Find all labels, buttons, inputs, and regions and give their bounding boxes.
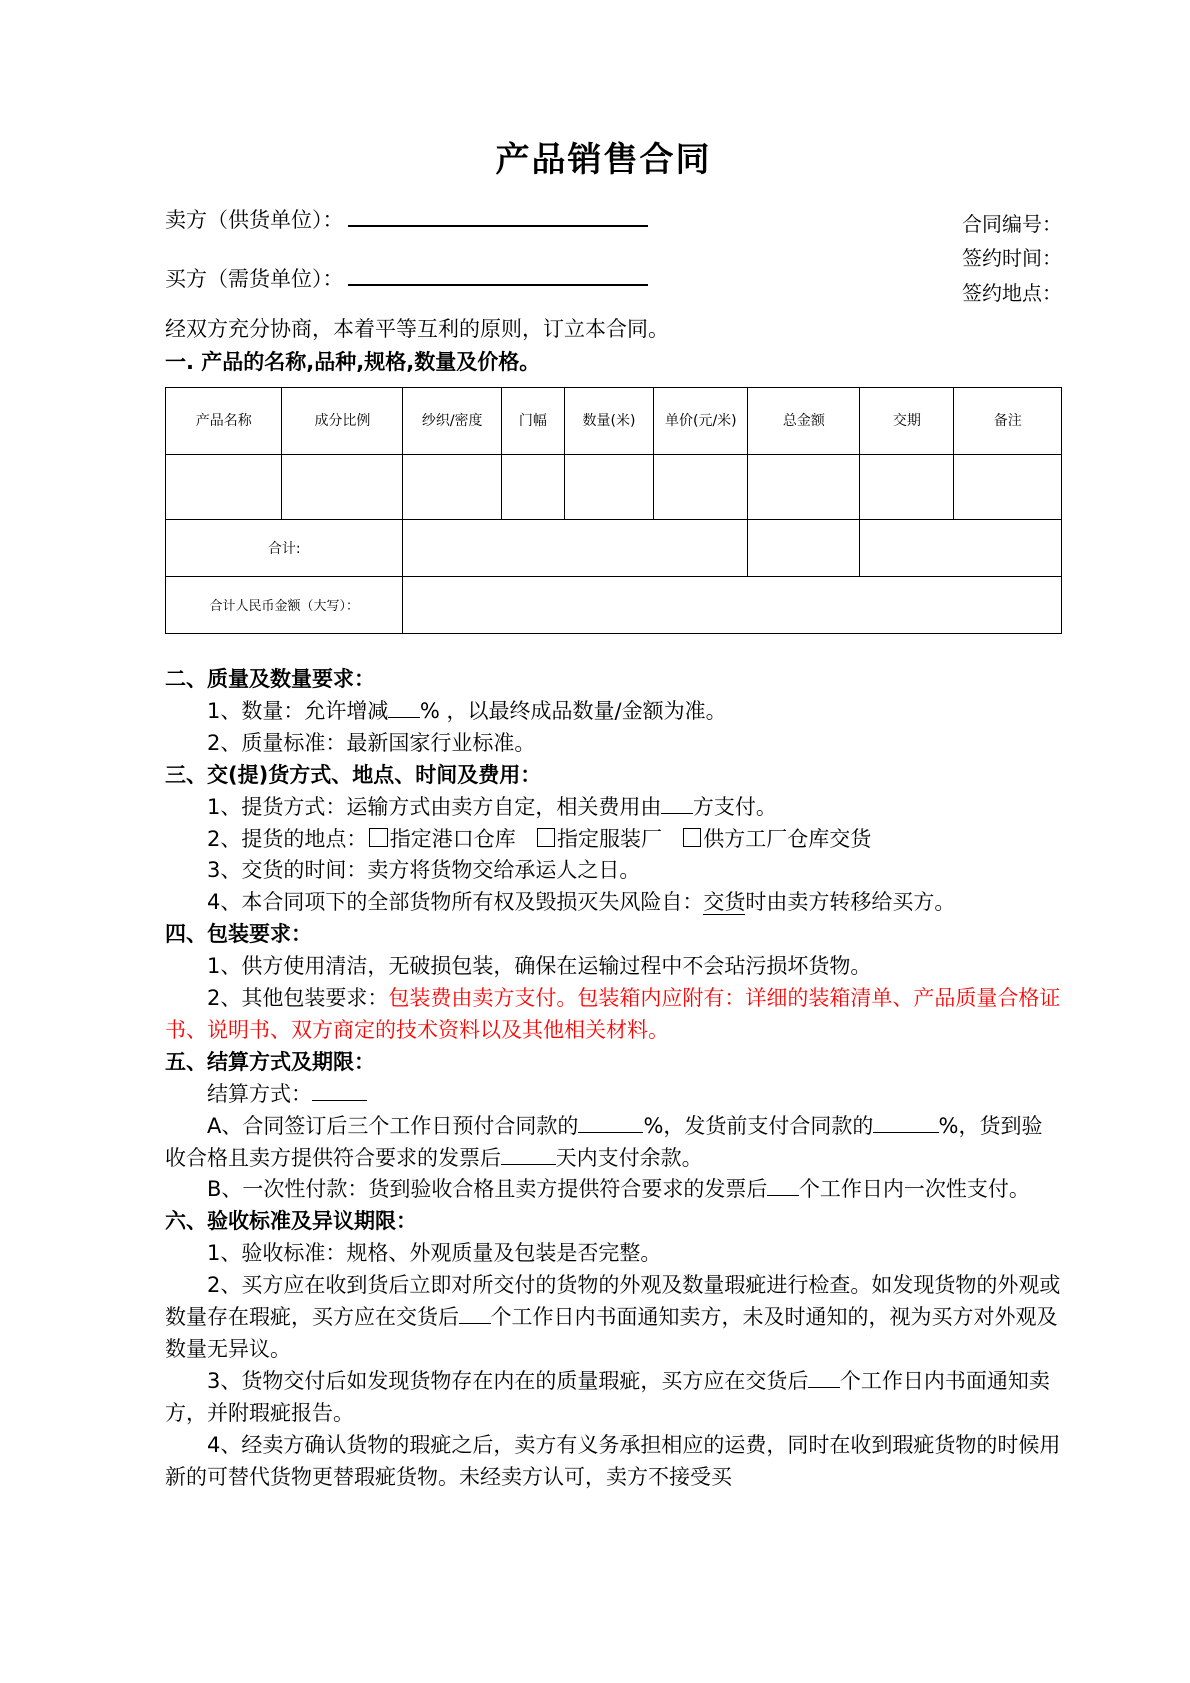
- signing-date-label: 签约时间：: [962, 246, 1062, 271]
- col-header-yarn-density: 纱织/密度: [403, 387, 502, 454]
- s3-i1-pre: 1、提货方式：运输方式由卖方自定，相关费用由: [207, 794, 662, 819]
- seller-row: [165, 203, 1062, 237]
- parties-block: [165, 203, 1062, 305]
- total-middle-cell[interactable]: [403, 519, 748, 576]
- buyer-input-blank[interactable]: [348, 262, 648, 286]
- section-five-option-a: [165, 1111, 1062, 1175]
- section-five-heading: 五、结算方式及期限：: [165, 1049, 375, 1074]
- amount-in-words-value[interactable]: [403, 576, 1062, 633]
- section-one-heading: 一. 产品的名称,品种,规格,数量及价格。: [165, 350, 541, 375]
- cell-product-name[interactable]: [166, 454, 282, 519]
- seller-label: 卖方（供货单位）：: [165, 207, 344, 232]
- s2-i1-pre: 1、数量：允许增减: [207, 698, 389, 723]
- checkbox-supplier-warehouse[interactable]: [683, 828, 701, 846]
- checkbox-port-warehouse[interactable]: [369, 828, 387, 846]
- section-four-item-1: 1、供方使用清洁，无破损包装，确保在运输过程中不会玷污损坏货物。: [207, 954, 872, 979]
- section-five-option-b: [165, 1174, 1062, 1206]
- section-two-heading: 二、质量及数量要求：: [165, 666, 375, 691]
- s6-i3-blank[interactable]: [808, 1387, 840, 1388]
- table-row: [166, 454, 1062, 519]
- section-three-item-3: 3、交货的时间：卖方将货物交给承运人之日。: [207, 858, 641, 883]
- section-six-item-4: 4、经卖方确认货物的瑕疵之后，卖方有义务承担相应的运费，同时在收到瑕疵货物的时候用新的可替代货物更替瑕疵货物。未经卖方认可，卖方不接受买: [165, 1432, 1061, 1489]
- s5-method-label: 结算方式：: [207, 1081, 312, 1106]
- buyer-label: 买方（需货单位）：: [165, 267, 344, 292]
- s5-b-2: 个工作日内一次性支付。: [798, 1177, 1030, 1202]
- cell-total-amount[interactable]: [748, 454, 860, 519]
- col-header-composition: 成分比例: [282, 387, 403, 454]
- s5-a-1: A、合同签订后三个工作日预付合同款的: [207, 1113, 579, 1138]
- seller-input-blank[interactable]: [348, 203, 648, 227]
- s5-a-blank-2[interactable]: [873, 1132, 938, 1133]
- buyer-row: [165, 262, 1062, 296]
- cell-composition[interactable]: [282, 454, 403, 519]
- page-title: 产品销售合同: [495, 140, 712, 180]
- s3-i4-underlined: 交货: [703, 890, 746, 915]
- cell-remarks[interactable]: [954, 454, 1062, 519]
- section-three-heading: 三、交(提)货方式、地点、时间及费用：: [165, 762, 542, 787]
- checkbox-garment-factory[interactable]: [537, 828, 555, 846]
- cell-width[interactable]: [501, 454, 564, 519]
- section-six-item-1: 1、验收标准：规格、外观质量及包装是否完整。: [207, 1241, 662, 1266]
- col-header-remarks: 备注: [954, 387, 1062, 454]
- s5-method-blank[interactable]: [312, 1100, 367, 1101]
- contract-number-label: 合同编号：: [962, 211, 1062, 236]
- section-six-heading: 六、验收标准及异议期限：: [165, 1209, 417, 1234]
- s5-a-4: 天内支付余款。: [555, 1145, 703, 1170]
- table-total-row: [166, 519, 1062, 576]
- section-three-item-2: [165, 824, 1062, 856]
- total-amount-cell[interactable]: [748, 519, 860, 576]
- s6-i3-pre: 3、货物交付后如发现货物存在内在的质量瑕疵，买方应在交货后: [207, 1368, 809, 1393]
- s5-b-1: B、一次性付款：货到验收合格且卖方提供符合要求的发票后: [207, 1177, 768, 1202]
- s2-i1-post: % ，以最终成品数量/金额为准。: [419, 698, 727, 723]
- s3-i4-post: 时由卖方转移给买方。: [745, 890, 956, 915]
- section-two-item-1: [165, 696, 1062, 728]
- s6-i3-post: 个工作日内书面通知卖方，并附瑕疵报告。: [165, 1368, 1050, 1425]
- s3-i1-blank[interactable]: [661, 813, 693, 814]
- s6-i2-post: 个工作日内书面通知卖方，未及时通知的，视为买方对外观及数量无异议。: [165, 1305, 1058, 1362]
- cell-unit-price[interactable]: [654, 454, 748, 519]
- table-header-row: [166, 387, 1062, 454]
- s6-i2-pre: 2、买方应在收到货后立即对所交付的货物的外观及数量瑕疵进行检查。如发现货物的外观或数量存在瑕疵，买方应在交货后: [165, 1273, 1061, 1330]
- section-six-item-3: [165, 1366, 1062, 1430]
- cell-delivery-date[interactable]: [860, 454, 954, 519]
- section-six-item-2: [165, 1270, 1062, 1366]
- s4-i2-highlight: 包装费由卖方支付。包装箱内应附有：详细的装箱清单、产品质量合格证书、说明书、双方商定的技术资料以及其他相关材料。: [165, 986, 1061, 1042]
- s4-i2-label: 2、其他包装要求：: [207, 986, 389, 1011]
- s2-i1-blank[interactable]: [388, 717, 420, 718]
- s3-i2-label: 2、提货的地点：: [207, 826, 368, 851]
- amount-in-words-label: 合计人民币金额（大写）：: [166, 576, 403, 633]
- s5-b-blank[interactable]: [767, 1195, 799, 1196]
- table-amount-in-words-row: [166, 576, 1062, 633]
- s3-opt-1: 指定港口仓库: [389, 826, 516, 851]
- intro-statement: 经双方充分协商，本着平等互利的原则，订立本合同。: [165, 316, 669, 341]
- total-label: 合计:: [166, 519, 403, 576]
- contract-meta-fields: [962, 207, 1062, 310]
- col-header-quantity: 数量(米): [564, 387, 654, 454]
- s5-a-blank-3[interactable]: [501, 1164, 556, 1165]
- section-four-item-2: [165, 983, 1062, 1047]
- section-five-method: [165, 1079, 1062, 1111]
- section-three-item-4: [165, 887, 1062, 919]
- section-three-item-1: [165, 792, 1062, 824]
- s3-i1-post: 方支付。: [692, 794, 777, 819]
- col-header-delivery-date: 交期: [860, 387, 954, 454]
- col-header-width: 门幅: [501, 387, 564, 454]
- cell-yarn-density[interactable]: [403, 454, 502, 519]
- s3-i4-pre: 4、本合同项下的全部货物所有权及毁损灭失风险自：: [207, 890, 704, 915]
- cell-quantity[interactable]: [564, 454, 654, 519]
- s5-a-blank-1[interactable]: [578, 1132, 643, 1133]
- s5-a-2: %，发货前支付合同款的: [643, 1113, 874, 1138]
- col-header-total-amount: 总金额: [748, 387, 860, 454]
- signing-place-label: 签约地点：: [962, 280, 1062, 305]
- clauses-body: [165, 664, 1062, 1494]
- s5-a-3: %，货到验收合格且卖方提供符合要求的发票后: [165, 1113, 1043, 1170]
- col-header-unit-price: 单价(元/米): [654, 387, 748, 454]
- section-two-item-2: 2、质量标准：最新国家行业标准。: [207, 730, 536, 755]
- s6-i2-blank[interactable]: [459, 1323, 491, 1324]
- s3-opt-2: 指定服装厂: [557, 826, 663, 851]
- product-table: [165, 387, 1062, 634]
- s3-opt-3: 供方工厂仓库交货: [703, 826, 872, 851]
- section-four-heading: 四、包装要求：: [165, 922, 312, 947]
- total-rest-cell[interactable]: [860, 519, 1062, 576]
- col-header-product-name: 产品名称: [166, 387, 282, 454]
